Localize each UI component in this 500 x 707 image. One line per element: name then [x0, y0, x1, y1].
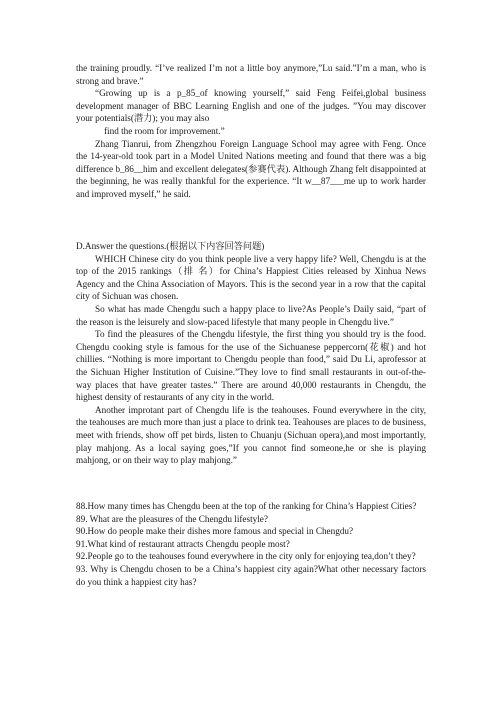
- question-92: 92.People go to the teahouses found everywhere in the city only for enjoying tea,don’t they?: [76, 551, 416, 562]
- question-89: 89. What are the pleasures of the Chengdu lifestyle?: [76, 513, 268, 524]
- paragraph-3: To find the pleasures of the Chengdu lifestyle, the first thing you should try is the food. Chengdu cooking style is famous for the use of the Sichuanese peppercorn(花椒) and hot chillies. “Nothing is more important to Chengdu people than food,” said Du Li, aprofessor at the Sichuan Higher Institution of Cuisine.”They love to find small restaurants in out-of-the-way places that have greater tastes.” There are around 40,000 restaurants in Chengdu, the highest density of restaurants of any city in the world.: [76, 329, 426, 403]
- section-d: [76, 240, 426, 467]
- paragraph-4: Another improtant part of Chengdu life is the teahouses. Found everywhere in the city, the teahouses are much more than just a place to drink tea. Teahouses are places to de business, meet with friends, show off pet birds, listen to Chuanju (Sichuan opera),and most importantly, play mahjong. As a local saying goes,”If you cannot find someone,he or she is playing mahjong, or on their way to play mahjong.”: [76, 404, 426, 466]
- questions-list: [76, 500, 426, 588]
- passage-line-3: find the room for improvement.”: [104, 125, 225, 136]
- section-heading: D.Answer the questions.(根据以下内容回答问题): [76, 241, 265, 251]
- passage-line-1: the training proudly. “I’ve realized I’m not a little boy anymore,”Lu said.”I’m a man, who is strong and brave.”: [76, 63, 426, 86]
- paragraph-2: So what has made Chengdu such a happy place to live?As People’s Daily said, “part of the reason is the leisurely and slow-paced lifestyle that many people in Chengdu live.”: [76, 303, 426, 327]
- paragraph-1: WHICH Chinese city do you think people live a very happy life? Well, Chengdu is at the top of the 2015 rankings（排 名）for China’s Happiest Cities released by Xinhua News Agency and the China Association of Mayors. This is the second year in a row that the capital city of Sichuan was chosen.: [76, 253, 426, 302]
- question-93: 93. Why is Chengdu chosen to be a China’s happiest city again?What other necessary factors do you think a happiest city has?: [76, 563, 426, 587]
- passage-line-4: Zhang Tianrui, from Zhengzhou Foreign Language School may agree with Feng. Once the 14-year-old took part in a Model United Nations meeting and found that there was a big difference b_86__him and excellent delegates(参赛代表). Although Zhang felt disappointed at the beginning, he was really thankful for the experience. “It w__87___me up to work harder and improved myself,” he said.: [76, 138, 426, 199]
- question-90: 90.How do people make their dishes more famous and special in Chengdu?: [76, 526, 354, 537]
- passage-line-2: “Growing up is a p_85_of knowing yourself,” said Feng Feifei,global business development manager of BBC Learning English and one of the judges. ”You may discover your potentials(潜力); you may also: [76, 88, 426, 124]
- question-91: 91.What kind of restaurant attracts Chengdu people most?: [76, 538, 290, 549]
- passage-top: [76, 62, 426, 201]
- question-88: 88.How many times has Chengdu been at the top of the ranking for China’s Happiest Cities?: [76, 501, 417, 511]
